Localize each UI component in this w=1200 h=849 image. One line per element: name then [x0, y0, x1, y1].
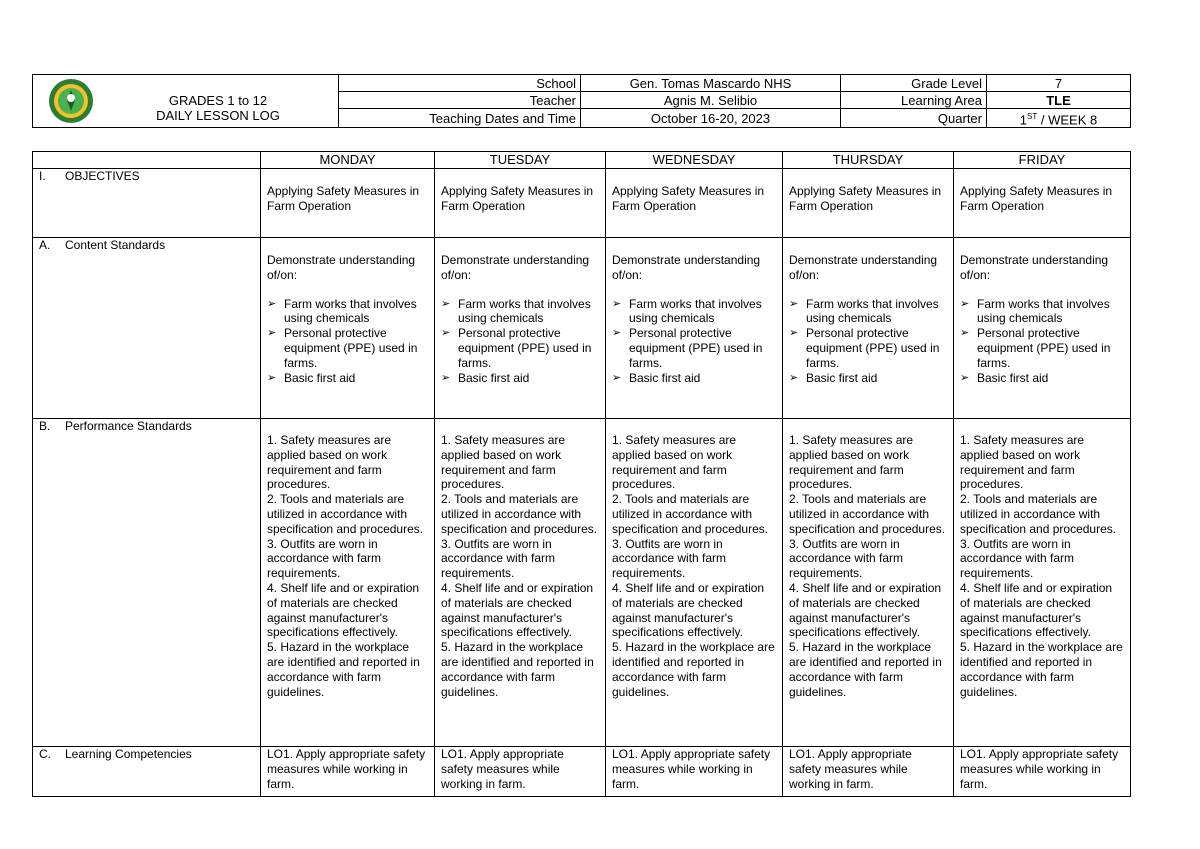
content-standards-row [33, 238, 1131, 419]
competency-monday: LO1. Apply appropriate safety measures while working in farm. [261, 747, 435, 797]
day-header-friday: FRIDAY [954, 152, 1131, 169]
performance-item: 4. Shelf life and or expiration of materials are checked against manufacturer's specifications effectively. [960, 580, 1113, 640]
content-item: ➢ Farm works that involves using chemicals [960, 297, 1124, 327]
performance-standards-label [33, 419, 261, 747]
performance-standard-wednesday [606, 419, 783, 747]
performance-item: 5. Hazard in the workplace are identified and reported in accordance with farm guidelines. [441, 640, 594, 699]
content-item: ➢ Farm works that involves using chemicals [267, 297, 428, 327]
dates-label: Teaching Dates and Time [339, 109, 581, 128]
content-intro: Demonstrate understanding of/on: [960, 253, 1109, 282]
objective-text: Applying Safety Measures in Farm Operation [267, 184, 420, 213]
quarter-label: Quarter [841, 109, 987, 128]
day-header-tuesday: TUESDAY [435, 152, 606, 169]
teacher-label: Teacher [339, 92, 581, 109]
performance-standards-row [33, 419, 1131, 747]
quarter-number: 1 [1019, 112, 1028, 128]
content-standard-friday [954, 238, 1131, 419]
performance-standards-num: B. [39, 419, 51, 433]
day-header-wednesday: WEDNESDAY [606, 152, 783, 169]
day-header-monday: MONDAY [261, 152, 435, 169]
content-item: ➢ Basic first aid [267, 371, 428, 386]
content-item: ➢ Farm works that involves using chemicals [441, 297, 599, 327]
performance-item: 5. Hazard in the workplace are identified and reported in accordance with farm guidelines. [960, 640, 1123, 699]
header-logo-cell [33, 75, 339, 128]
learning-competencies-num: C. [39, 747, 51, 761]
log-title-line1: GRADES 1 to 12 [168, 93, 268, 109]
objectives-title: OBJECTIVES [65, 169, 140, 183]
content-item: ➢ Basic first aid [960, 371, 1124, 386]
competency-friday: LO1. Apply appropriate safety measures while working in farm. [954, 747, 1131, 797]
performance-item: 3. Outfits are worn in accordance with farm requirements. [612, 536, 727, 581]
content-standards-label [33, 238, 261, 419]
teacher-value: Agnis M. Selibio [581, 92, 841, 109]
performance-standards-title: Performance Standards [65, 419, 192, 433]
content-list [267, 297, 428, 386]
content-standard-tuesday [435, 238, 606, 419]
content-intro: Demonstrate understanding of/on: [612, 253, 761, 282]
performance-item: 4. Shelf life and or expiration of materials are checked against manufacturer's specifications effectively. [441, 580, 594, 640]
grade-level-value: 7 [987, 75, 1131, 92]
learning-competencies-label [33, 747, 261, 797]
quarter-value [987, 109, 1131, 128]
content-standards-num: A. [39, 238, 51, 252]
performance-item: 2. Tools and materials are utilized in accordance with specification and procedures. [441, 492, 598, 536]
content-list [960, 297, 1124, 386]
performance-list [441, 433, 599, 699]
school-seal-icon [48, 78, 94, 124]
performance-list [960, 433, 1124, 699]
performance-list [789, 433, 947, 699]
lesson-log-header [32, 74, 1131, 128]
content-item: ➢ Basic first aid [441, 371, 599, 386]
performance-list [267, 433, 428, 699]
content-item: ➢ Personal protective equipment (PPE) used in farms. [612, 326, 776, 370]
performance-item: 4. Shelf life and or expiration of materials are checked against manufacturer's specifications effectively. [612, 580, 765, 640]
objective-text: Applying Safety Measures in Farm Operation [789, 184, 942, 213]
content-intro: Demonstrate understanding of/on: [789, 253, 938, 282]
performance-item: 3. Outfits are worn in accordance with farm requirements. [267, 536, 382, 581]
performance-item: 1. Safety measures are applied based on work requirement and farm procedures. [960, 433, 1085, 492]
performance-item: 2. Tools and materials are utilized in accordance with specification and procedures. [612, 492, 769, 536]
log-title [98, 93, 338, 123]
performance-item: 1. Safety measures are applied based on work requirement and farm procedures. [789, 433, 914, 492]
performance-item: 2. Tools and materials are utilized in accordance with specification and procedures. [789, 492, 946, 536]
dates-value: October 16-20, 2023 [581, 109, 841, 128]
performance-item: 2. Tools and materials are utilized in accordance with specification and procedures. [960, 492, 1117, 536]
content-standard-monday [261, 238, 435, 419]
content-standard-thursday [783, 238, 954, 419]
learning-area-value: TLE [987, 92, 1131, 109]
content-list [441, 297, 599, 386]
corner-cell [33, 152, 261, 169]
performance-item: 1. Safety measures are applied based on work requirement and farm procedures. [267, 433, 392, 492]
quarter-ordinal: ST [1027, 112, 1038, 121]
performance-item: 1. Safety measures are applied based on work requirement and farm procedures. [441, 433, 566, 492]
objective-friday [954, 169, 1131, 238]
content-intro: Demonstrate understanding of/on: [267, 253, 416, 282]
competency-tuesday: LO1. Apply appropriate safety measures while working in farm. [435, 747, 606, 797]
objective-text: Applying Safety Measures in Farm Operation [441, 184, 594, 213]
objective-text: Applying Safety Measures in Farm Operation [960, 184, 1113, 213]
performance-list [612, 433, 776, 699]
day-header-row [33, 152, 1131, 169]
content-item: ➢ Farm works that involves using chemicals [789, 297, 947, 327]
objective-tuesday [435, 169, 606, 238]
content-item: ➢ Basic first aid [789, 371, 947, 386]
objectives-num: I. [39, 169, 46, 183]
learning-competencies-row [33, 747, 1131, 797]
content-item: ➢ Basic first aid [612, 371, 776, 386]
performance-item: 5. Hazard in the workplace are identified and reported in accordance with farm guidelines. [789, 640, 942, 699]
performance-standard-tuesday [435, 419, 606, 747]
content-item: ➢ Personal protective equipment (PPE) used in farms. [789, 326, 947, 370]
grade-level-label: Grade Level [841, 75, 987, 92]
performance-item: 3. Outfits are worn in accordance with farm requirements. [960, 536, 1075, 581]
competency-wednesday: LO1. Apply appropriate safety measures while working in farm. [606, 747, 783, 797]
lesson-plan-table [32, 151, 1131, 797]
performance-item: 5. Hazard in the workplace are identified and reported in accordance with farm guidelines. [612, 640, 775, 699]
objectives-row [33, 169, 1131, 238]
performance-item: 3. Outfits are worn in accordance with farm requirements. [441, 536, 556, 581]
learning-competencies-title: Learning Competencies [65, 747, 192, 761]
performance-standard-monday [261, 419, 435, 747]
content-list [612, 297, 776, 386]
objective-wednesday [606, 169, 783, 238]
objective-text: Applying Safety Measures in Farm Operation [612, 184, 765, 213]
content-intro: Demonstrate understanding of/on: [441, 253, 590, 282]
performance-item: 4. Shelf life and or expiration of materials are checked against manufacturer's specifications effectively. [267, 580, 420, 640]
content-standards-title: Content Standards [65, 238, 166, 252]
performance-item: 5. Hazard in the workplace are identified and reported in accordance with farm guidelines. [267, 640, 420, 699]
objective-thursday [783, 169, 954, 238]
quarter-week: / WEEK 8 [1037, 112, 1098, 128]
content-list [789, 297, 947, 386]
content-item: ➢ Farm works that involves using chemicals [612, 297, 776, 327]
school-value: Gen. Tomas Mascardo NHS [581, 75, 841, 92]
content-item: ➢ Personal protective equipment (PPE) used in farms. [441, 326, 599, 370]
log-title-line2: DAILY LESSON LOG [156, 108, 280, 124]
school-label: School [339, 75, 581, 92]
content-item: ➢ Personal protective equipment (PPE) used in farms. [960, 326, 1124, 370]
day-header-thursday: THURSDAY [783, 152, 954, 169]
performance-item: 1. Safety measures are applied based on work requirement and farm procedures. [612, 433, 737, 492]
performance-item: 2. Tools and materials are utilized in accordance with specification and procedures. [267, 492, 424, 536]
competency-thursday: LO1. Apply appropriate safety measures while working in farm. [783, 747, 954, 797]
content-item: ➢ Personal protective equipment (PPE) used in farms. [267, 326, 428, 370]
performance-item: 4. Shelf life and or expiration of materials are checked against manufacturer's specifications effectively. [789, 580, 942, 640]
learning-area-label: Learning Area [841, 92, 987, 109]
performance-standard-friday [954, 419, 1131, 747]
performance-standard-thursday [783, 419, 954, 747]
content-standard-wednesday [606, 238, 783, 419]
objectives-label [33, 169, 261, 238]
performance-item: 3. Outfits are worn in accordance with farm requirements. [789, 536, 904, 581]
objective-monday [261, 169, 435, 238]
